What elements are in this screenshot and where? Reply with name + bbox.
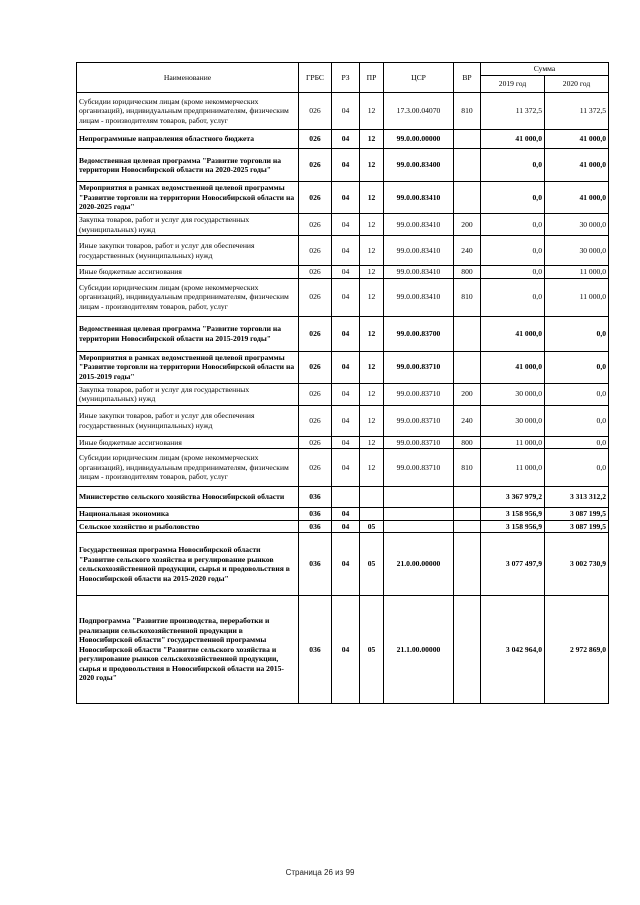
cell-csr: 17.3.00.04070 bbox=[384, 93, 454, 130]
col-header-2019: 2019 год bbox=[481, 76, 545, 93]
table-row bbox=[77, 149, 609, 182]
cell-pr bbox=[360, 487, 384, 508]
cell-pr: 12 bbox=[360, 266, 384, 279]
cell-grbs: 026 bbox=[299, 93, 332, 130]
table-row bbox=[77, 214, 609, 236]
table-row bbox=[77, 236, 609, 266]
cell-vr: 200 bbox=[454, 214, 481, 236]
col-header-csr: ЦСР bbox=[384, 63, 454, 93]
cell-csr: 21.0.00.00000 bbox=[384, 533, 454, 596]
cell-csr: 99.0.00.83710 bbox=[384, 383, 454, 405]
cell-2020: 41 000,0 bbox=[545, 149, 609, 182]
cell-2020: 0,0 bbox=[545, 436, 609, 449]
table-row bbox=[77, 520, 609, 533]
cell-vr bbox=[454, 487, 481, 508]
cell-pr: 12 bbox=[360, 182, 384, 214]
cell-pr: 12 bbox=[360, 93, 384, 130]
cell-grbs: 036 bbox=[299, 487, 332, 508]
header-row bbox=[77, 63, 609, 76]
cell-2019: 3 367 979,2 bbox=[481, 487, 545, 508]
cell-2020: 3 313 312,2 bbox=[545, 487, 609, 508]
cell-pr: 12 bbox=[360, 436, 384, 449]
cell-name: Субсидии юридическим лицам (кроме некоммерческих организаций), индивидуальным предпринимателям, физическим лицам - производителям товаров, работ, услуг bbox=[77, 93, 299, 130]
cell-name: Иные закупки товаров, работ и услуг для обеспечения государственных (муниципальных) нужд bbox=[77, 236, 299, 266]
cell-vr: 810 bbox=[454, 449, 481, 487]
cell-2019: 11 372,5 bbox=[481, 93, 545, 130]
table-row bbox=[77, 508, 609, 521]
cell-csr: 99.0.00.83710 bbox=[384, 405, 454, 436]
cell-grbs: 026 bbox=[299, 130, 332, 149]
cell-2019: 3 077 497,9 bbox=[481, 533, 545, 596]
cell-rz: 04 bbox=[332, 508, 360, 521]
cell-pr: 12 bbox=[360, 214, 384, 236]
cell-csr: 99.0.00.83410 bbox=[384, 214, 454, 236]
cell-rz: 04 bbox=[332, 383, 360, 405]
cell-name: Непрограммные направления областного бюджета bbox=[77, 130, 299, 149]
table-row bbox=[77, 596, 609, 704]
cell-2020: 3 087 199,5 bbox=[545, 508, 609, 521]
cell-2020: 30 000,0 bbox=[545, 236, 609, 266]
cell-rz: 04 bbox=[332, 449, 360, 487]
cell-pr: 05 bbox=[360, 596, 384, 704]
cell-rz: 04 bbox=[332, 316, 360, 351]
table-row bbox=[77, 316, 609, 351]
cell-rz: 04 bbox=[332, 214, 360, 236]
cell-csr: 99.0.00.83710 bbox=[384, 449, 454, 487]
cell-vr bbox=[454, 351, 481, 383]
col-header-vr: ВР bbox=[454, 63, 481, 93]
cell-2019: 0,0 bbox=[481, 149, 545, 182]
cell-rz: 04 bbox=[332, 278, 360, 316]
cell-2020: 11 000,0 bbox=[545, 266, 609, 279]
cell-rz: 04 bbox=[332, 266, 360, 279]
cell-2019: 3 042 964,0 bbox=[481, 596, 545, 704]
cell-2019: 0,0 bbox=[481, 182, 545, 214]
cell-2019: 3 158 956,9 bbox=[481, 508, 545, 521]
table-row bbox=[77, 278, 609, 316]
col-header-name: Наименование bbox=[77, 63, 299, 93]
cell-rz: 04 bbox=[332, 436, 360, 449]
cell-csr: 99.0.00.83410 bbox=[384, 266, 454, 279]
cell-vr: 810 bbox=[454, 93, 481, 130]
col-header-grbs: ГРБС bbox=[299, 63, 332, 93]
cell-name: Национальная экономика bbox=[77, 508, 299, 521]
cell-vr bbox=[454, 316, 481, 351]
table-body bbox=[77, 93, 609, 704]
cell-name: Иные бюджетные ассигнования bbox=[77, 266, 299, 279]
cell-vr bbox=[454, 520, 481, 533]
cell-rz: 04 bbox=[332, 596, 360, 704]
cell-2020: 41 000,0 bbox=[545, 130, 609, 149]
cell-2020: 3 002 730,9 bbox=[545, 533, 609, 596]
table-row bbox=[77, 383, 609, 405]
cell-2020: 3 087 199,5 bbox=[545, 520, 609, 533]
table-row bbox=[77, 182, 609, 214]
cell-rz: 04 bbox=[332, 405, 360, 436]
cell-name: Ведомственная целевая программа "Развитие торговли на территории Новосибирской области на 2015-2019 годы" bbox=[77, 316, 299, 351]
cell-pr: 12 bbox=[360, 351, 384, 383]
cell-2019: 41 000,0 bbox=[481, 351, 545, 383]
cell-name: Иные бюджетные ассигнования bbox=[77, 436, 299, 449]
cell-vr bbox=[454, 533, 481, 596]
cell-grbs: 026 bbox=[299, 266, 332, 279]
cell-pr: 05 bbox=[360, 520, 384, 533]
cell-pr: 05 bbox=[360, 533, 384, 596]
cell-csr bbox=[384, 508, 454, 521]
table-row bbox=[77, 130, 609, 149]
cell-2019: 3 158 956,9 bbox=[481, 520, 545, 533]
cell-grbs: 026 bbox=[299, 149, 332, 182]
cell-csr: 99.0.00.83710 bbox=[384, 436, 454, 449]
cell-rz: 04 bbox=[332, 149, 360, 182]
cell-pr: 12 bbox=[360, 316, 384, 351]
cell-2020: 30 000,0 bbox=[545, 214, 609, 236]
cell-grbs: 036 bbox=[299, 596, 332, 704]
cell-csr: 99.0.00.83410 bbox=[384, 182, 454, 214]
cell-vr: 800 bbox=[454, 436, 481, 449]
cell-vr bbox=[454, 182, 481, 214]
cell-pr: 12 bbox=[360, 149, 384, 182]
cell-csr: 99.0.00.83400 bbox=[384, 149, 454, 182]
cell-pr: 12 bbox=[360, 278, 384, 316]
cell-vr: 240 bbox=[454, 236, 481, 266]
cell-name: Закупка товаров, работ и услуг для государственных (муниципальных) нужд bbox=[77, 383, 299, 405]
table-row bbox=[77, 449, 609, 487]
cell-name: Субсидии юридическим лицам (кроме некоммерческих организаций), индивидуальным предпринимателям, физическим лицам - производителям товаров, работ, услуг bbox=[77, 278, 299, 316]
cell-csr: 99.0.00.83710 bbox=[384, 351, 454, 383]
cell-grbs: 036 bbox=[299, 533, 332, 596]
cell-pr: 12 bbox=[360, 405, 384, 436]
col-header-2020: 2020 год bbox=[545, 76, 609, 93]
cell-2020: 41 000,0 bbox=[545, 182, 609, 214]
cell-pr: 12 bbox=[360, 236, 384, 266]
cell-name: Иные закупки товаров, работ и услуг для обеспечения государственных (муниципальных) нужд bbox=[77, 405, 299, 436]
cell-grbs: 026 bbox=[299, 182, 332, 214]
cell-2020: 11 372,5 bbox=[545, 93, 609, 130]
cell-vr: 810 bbox=[454, 278, 481, 316]
cell-csr: 99.0.00.83410 bbox=[384, 278, 454, 316]
cell-2020: 0,0 bbox=[545, 351, 609, 383]
cell-csr: 99.0.00.83410 bbox=[384, 236, 454, 266]
cell-rz: 04 bbox=[332, 236, 360, 266]
col-header-pr: ПР bbox=[360, 63, 384, 93]
cell-grbs: 026 bbox=[299, 405, 332, 436]
table-row bbox=[77, 436, 609, 449]
cell-2020: 0,0 bbox=[545, 449, 609, 487]
cell-rz bbox=[332, 487, 360, 508]
cell-grbs: 026 bbox=[299, 236, 332, 266]
cell-2020: 11 000,0 bbox=[545, 278, 609, 316]
table-row bbox=[77, 533, 609, 596]
cell-csr bbox=[384, 520, 454, 533]
cell-vr: 800 bbox=[454, 266, 481, 279]
cell-rz: 04 bbox=[332, 533, 360, 596]
cell-2019: 11 000,0 bbox=[481, 436, 545, 449]
cell-name: Закупка товаров, работ и услуг для государственных (муниципальных) нужд bbox=[77, 214, 299, 236]
cell-2019: 0,0 bbox=[481, 266, 545, 279]
cell-2019: 11 000,0 bbox=[481, 449, 545, 487]
cell-vr bbox=[454, 149, 481, 182]
budget-table bbox=[76, 62, 609, 704]
cell-name: Ведомственная целевая программа "Развитие торговли на территории Новосибирской области на 2020-2025 годы" bbox=[77, 149, 299, 182]
cell-2019: 0,0 bbox=[481, 236, 545, 266]
cell-pr: 12 bbox=[360, 449, 384, 487]
cell-pr: 12 bbox=[360, 130, 384, 149]
table-row bbox=[77, 487, 609, 508]
cell-grbs: 026 bbox=[299, 214, 332, 236]
cell-csr: 99.0.00.00000 bbox=[384, 130, 454, 149]
cell-grbs: 026 bbox=[299, 436, 332, 449]
cell-grbs: 026 bbox=[299, 383, 332, 405]
cell-grbs: 026 bbox=[299, 449, 332, 487]
cell-grbs: 026 bbox=[299, 316, 332, 351]
cell-rz: 04 bbox=[332, 93, 360, 130]
page-number: Страница 26 из 99 bbox=[285, 868, 355, 877]
cell-name: Мероприятия в рамках ведомственной целевой программы "Развитие торговли на территории Новосибирской области на 2020-2025 годы" bbox=[77, 182, 299, 214]
cell-2020: 0,0 bbox=[545, 383, 609, 405]
cell-name: Подпрограмма "Развитие производства, переработки и реализации сельскохозяйственной продукции в Новосибирской области" государственной программы Новосибирской области "Развитие сельского хозяйства и регулирование рынков сельскохозяйственной продукции, сырья и продовольствия в Новосибирской области на 2015-2020 годы" bbox=[77, 596, 299, 704]
cell-vr bbox=[454, 508, 481, 521]
cell-rz: 04 bbox=[332, 130, 360, 149]
cell-grbs: 036 bbox=[299, 508, 332, 521]
cell-name: Государственная программа Новосибирской области "Развитие сельского хозяйства и регулирование рынков сельскохозяйственной продукции, сырья и продовольствия в Новосибирской области на 2015-2020 годы" bbox=[77, 533, 299, 596]
cell-2019: 30 000,0 bbox=[481, 383, 545, 405]
cell-csr: 21.1.00.00000 bbox=[384, 596, 454, 704]
cell-name: Субсидии юридическим лицам (кроме некоммерческих организаций), индивидуальным предпринимателям, физическим лицам - производителям товаров, работ, услуг bbox=[77, 449, 299, 487]
cell-2019: 41 000,0 bbox=[481, 316, 545, 351]
cell-rz: 04 bbox=[332, 351, 360, 383]
cell-grbs: 026 bbox=[299, 278, 332, 316]
cell-2019: 30 000,0 bbox=[481, 405, 545, 436]
cell-2019: 41 000,0 bbox=[481, 130, 545, 149]
cell-2020: 0,0 bbox=[545, 316, 609, 351]
cell-2019: 0,0 bbox=[481, 214, 545, 236]
col-header-rz: РЗ bbox=[332, 63, 360, 93]
cell-pr bbox=[360, 508, 384, 521]
cell-rz: 04 bbox=[332, 520, 360, 533]
table-row bbox=[77, 351, 609, 383]
cell-grbs: 036 bbox=[299, 520, 332, 533]
cell-csr: 99.0.00.83700 bbox=[384, 316, 454, 351]
col-header-sum: Сумма bbox=[481, 63, 609, 76]
cell-vr: 240 bbox=[454, 405, 481, 436]
table-row bbox=[77, 93, 609, 130]
table-row bbox=[77, 266, 609, 279]
cell-grbs: 026 bbox=[299, 351, 332, 383]
cell-name: Министерство сельского хозяйства Новосибирской области bbox=[77, 487, 299, 508]
cell-vr bbox=[454, 596, 481, 704]
cell-name: Сельское хозяйство и рыболовство bbox=[77, 520, 299, 533]
cell-name: Мероприятия в рамках ведомственной целевой программы "Развитие торговли на территории Новосибирской области на 2015-2019 годы" bbox=[77, 351, 299, 383]
cell-csr bbox=[384, 487, 454, 508]
cell-pr: 12 bbox=[360, 383, 384, 405]
cell-rz: 04 bbox=[332, 182, 360, 214]
cell-vr bbox=[454, 130, 481, 149]
cell-2020: 0,0 bbox=[545, 405, 609, 436]
cell-2020: 2 972 869,0 bbox=[545, 596, 609, 704]
cell-2019: 0,0 bbox=[481, 278, 545, 316]
cell-vr: 200 bbox=[454, 383, 481, 405]
table-row bbox=[77, 405, 609, 436]
